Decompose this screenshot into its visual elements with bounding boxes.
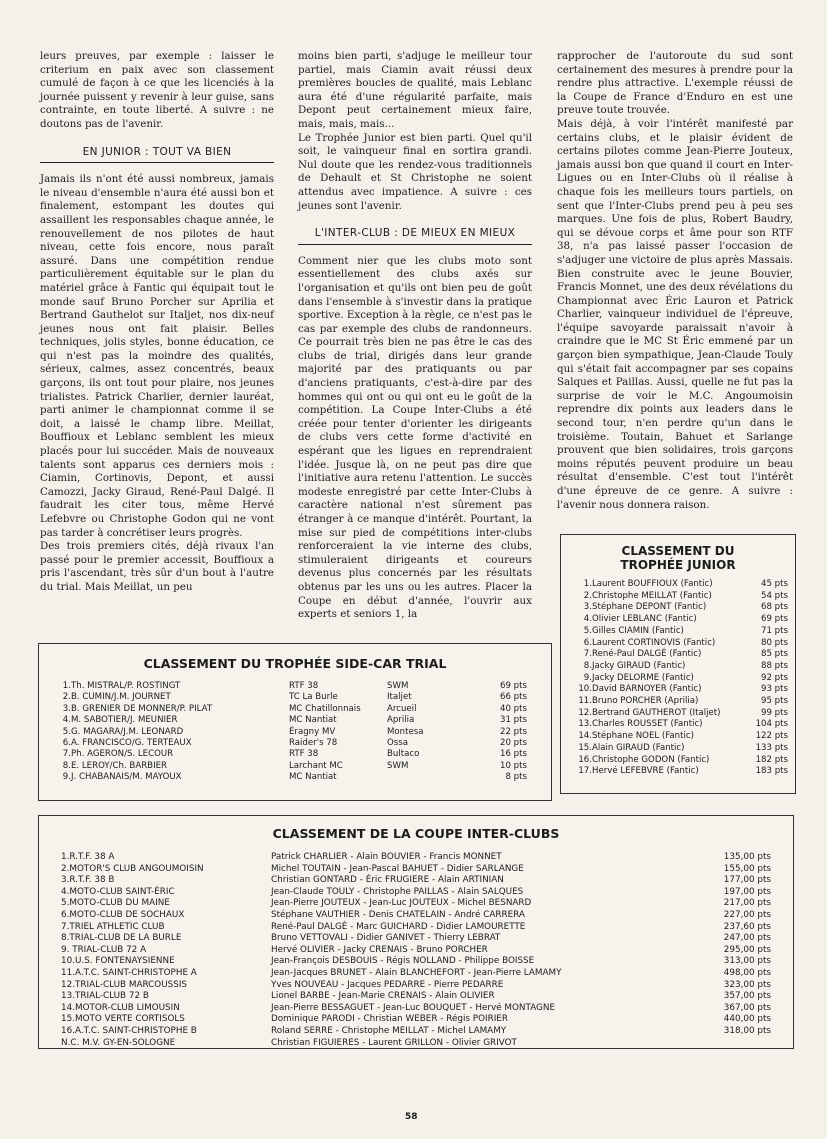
cell-crew: Ph. AGERON/S. LECOUR (71, 749, 174, 760)
table-row (570, 591, 788, 603)
cell-pts: 69 pts (761, 614, 788, 625)
cell-name: Laurent CORTINOVIS (Fantic) (592, 637, 716, 648)
table-row (61, 945, 771, 957)
paragraph: Le Trophée Junior est bien parti. Quel qu'il soit, le vainqueur final en sortira grandi. Nul doute que les rendez-vous traditionnels de Dehault et St Christophe ne soient attendus avec impatience. A suivre : ces jeunes sont l'avenir. (298, 131, 532, 212)
cell-club: RTF 38 (289, 681, 319, 691)
table-row (570, 626, 788, 638)
cell-name: Stéphane NOEL (Fantic) (592, 731, 694, 742)
cell-pts: 247,00 pts (723, 933, 771, 944)
cell-riders: Hervé OLIVIER - Jacky CRENAIS - Bruno PORCHER (271, 944, 488, 955)
cell-pts: 95 pts (761, 696, 788, 707)
cell-crew: Th. MISTRAL/P. ROSTINGT (71, 681, 181, 691)
cell-rank: 11. (578, 696, 592, 707)
table-row (570, 579, 788, 591)
table-row (61, 910, 771, 922)
junior-ranking-box (560, 534, 796, 794)
table-row (61, 887, 771, 899)
article-column-2 (298, 50, 532, 622)
table-row (570, 696, 788, 708)
cell-club: Raider's 78 (289, 738, 338, 749)
table-row (61, 922, 771, 934)
table-row (61, 1038, 771, 1050)
table-row (53, 681, 527, 692)
cell-club: RTF 38 (289, 749, 319, 760)
table-row (53, 692, 527, 703)
cell-riders: Christian GONTARD - Éric FRUGIERE - Alain ARTINIAN (271, 875, 504, 886)
cell-pts (691, 1038, 771, 1050)
cell-riders: Jean-Claude TOULY - Christophe PAILLAS - Alain SALQUES (271, 886, 524, 897)
cell-riders: Patrick CHARLIER - Alain BOUVIER - Francis MONNET (271, 852, 502, 862)
cell-moto: SWM (387, 760, 409, 771)
cell-crew: G. MAGARA/J.M. LEONARD (71, 726, 184, 737)
inter-clubs-ranking-table (61, 852, 771, 1049)
junior-ranking-table (570, 579, 788, 778)
cell-name: Jacky DELORME (Fantic) (592, 672, 694, 683)
cell-name: René-Paul DALGÉ (Fantic) (592, 649, 702, 660)
cell-pts: 88 pts (761, 660, 788, 671)
cell-pts: 295,00 pts (723, 944, 771, 955)
cell-rank: 9. (583, 672, 592, 683)
cell-pts: 66 pts (500, 692, 527, 703)
cell-pts: 68 pts (761, 602, 788, 613)
cell-pts: 92 pts (761, 672, 788, 683)
table-row (570, 766, 788, 778)
cell-pts: 197,00 pts (723, 886, 771, 897)
cell-pts: 69 pts (500, 681, 527, 691)
cell-pts: 31 pts (500, 715, 527, 726)
cell-rank: 13. (578, 719, 592, 730)
table-row (61, 852, 771, 864)
cell-pts: 93 pts (761, 684, 788, 695)
cell-riders: Lionel BARBE - Jean-Marie CRENAIS - Alain OLIVIER (271, 991, 495, 1002)
paragraph: Des trois premiers cités, déjà rivaux l'an passé pour le premier accessit, Bouffioux a pris l'ascendant, très sûr d'un bout à l'autre du trial. Mais Meillat, un peu (40, 540, 274, 593)
cell-pts: 40 pts (500, 703, 527, 714)
cell-club: MC Chatillonnais (289, 703, 361, 714)
cell-name: Gilles CIAMIN (Fantic) (592, 625, 684, 636)
table-row (570, 673, 788, 685)
table-row (570, 731, 788, 743)
cell-pts: 22 pts (500, 726, 527, 737)
cell-club: 14.MOTOR-CLUB LIMOUSIN (61, 1002, 180, 1013)
cell-rank: 6. (62, 738, 71, 749)
cell-pts: 155,00 pts (723, 863, 771, 874)
cell-crew: M. SABOTIER/J. MEUNIER (71, 715, 178, 726)
cell-riders: Yves NOUVEAU - Jacques PEDARRE - Pierre PEDARRE (271, 979, 504, 990)
table-row (61, 968, 771, 980)
cell-pts: 135,00 pts (723, 852, 771, 862)
table-row (570, 614, 788, 626)
inter-clubs-ranking-title: CLASSEMENT DE LA COUPE INTER-CLUBS (272, 826, 560, 841)
paragraph: Comment nier que les clubs moto sont essentiellement des clubs axés sur l'organisation et qu'ils ont bien peu de goût dans l'ensemble à s'investir dans la pratique sportive. Exception à la règle, ce n'est pas le cas par exemple des clubs de randonneurs. Ce pourrait très bien ne pas être le cas des clubs de trial, dirigés dans leur grande majorité par des pratiquants ou par d'anciens pratiquants, c'est-à-dire par des hommes qui ont ou qui ont eu le goût de la compétition. La Coupe Inter-Clubs a été créée pour tenter d'orienter les dirigeants de clubs vers cette forme d'activité en espérant que les ligues en reprendraient l'idée. Jusque là, on ne peut pas dire que l'initiative aura retenu l'attention. Le succès modeste enregistré par cette Inter-Clubs à caractère national n'est sûrement pas étranger à ce manque d'intérêt. Pourtant, la mise sur pied de compétitions inter-clubs renforceraient la vie interne des clubs, stimuleraient dirigeants et coureurs devenus plus concernés par les résultats obtenus par les uns ou les autres. Placer la Coupe en début d'année, l'ouvrir aux experts et seniors 1, la (298, 254, 532, 621)
table-row (570, 719, 788, 731)
cell-pts: 237,60 pts (723, 921, 771, 932)
table-row (61, 933, 771, 945)
cell-rank: 1. (583, 579, 592, 589)
cell-club: 13.TRIAL-CLUB 72 B (61, 991, 149, 1002)
cell-name: Stéphane DEPONT (Fantic) (592, 602, 707, 613)
cell-crew: B. CUMIN/J.M. JOURNET (71, 692, 171, 703)
sidecar-ranking-title: CLASSEMENT DU TROPHÉE SIDE-CAR TRIAL (143, 656, 447, 671)
cell-club: 2.MOTOR'S CLUB ANGOUMOISIN (61, 863, 204, 874)
cell-club: 1.R.T.F. 38 A (61, 852, 115, 862)
cell-pts: 227,00 pts (723, 909, 771, 920)
cell-rank: 17. (578, 766, 592, 777)
cell-pts: 122 pts (755, 731, 788, 742)
cell-pts: 45 pts (761, 579, 788, 589)
cell-moto: Ossa (387, 738, 408, 749)
table-row (53, 772, 527, 783)
cell-name: Laurent BOUFFIOUX (Fantic) (592, 579, 713, 589)
cell-club: 16.A.T.C. SAINT-CHRISTOPHE B (61, 1025, 197, 1036)
cell-riders: Jean-François DESBOUIS - Régis NOLLAND - Philippe BOISSE (271, 956, 535, 967)
cell-rank: 8. (583, 660, 592, 671)
cell-moto: Arcueil (387, 703, 417, 714)
cell-pts: 182 pts (755, 754, 788, 765)
cell-rank: 14. (578, 731, 592, 742)
cell-club: N.C. M.V. GY-EN-SOLOGNE (61, 1037, 176, 1048)
cell-pts: 104 pts (755, 719, 788, 730)
cell-riders: Stéphane VAUTHIER - Denis CHATELAIN - André CARRERA (271, 909, 525, 920)
table-row (61, 980, 771, 992)
cell-pts: 217,00 pts (723, 898, 771, 909)
table-row (53, 738, 527, 749)
cell-rank: 7. (62, 749, 71, 760)
cell-club: 4.MOTO-CLUB SAINT-ÉRIC (61, 886, 175, 897)
cell-club: 6.MOTO-CLUB DE SOCHAUX (61, 909, 185, 920)
cell-rank: 12. (578, 707, 592, 718)
cell-pts: 16 pts (500, 749, 527, 760)
cell-club: 5.MOTO-CLUB DU MAINE (61, 898, 170, 909)
cell-name: David BARNOYER (Fantic) (592, 684, 702, 695)
cell-rank: 6. (583, 637, 592, 648)
cell-club: TC La Burle (289, 692, 338, 703)
cell-pts: 313,00 pts (723, 956, 771, 967)
cell-crew: B. GRENIER DE MONNER/P. PILAT (71, 703, 213, 714)
table-row (61, 864, 771, 876)
cell-rank: 15. (578, 742, 592, 753)
cell-rank: 5. (583, 625, 592, 636)
cell-name: Christophe GODON (Fantic) (592, 754, 710, 765)
cell-riders: Michel TOUTAIN - Jean-Pascal BAHUET - Didier SARLANGE (271, 863, 524, 874)
cell-rank: 5. (62, 726, 71, 737)
cell-name: Alain GIRAUD (Fantic) (592, 742, 685, 753)
sidecar-ranking-table (53, 681, 527, 784)
cell-riders: Jean-Jacques BRUNET - Alain BLANCHEFORT - Jean-Pierre LAMAMY (271, 967, 562, 978)
cell-club: 11.A.T.C. SAINT-CHRISTOPHE A (61, 967, 197, 978)
table-row (61, 1003, 771, 1015)
table-row (61, 991, 771, 1003)
section-heading-inter-club: L'INTER-CLUB : DE MIEUX EN MIEUX (298, 227, 532, 245)
cell-club: Larchant MC (289, 760, 343, 771)
paragraph: rapprocher de l'autoroute du sud sont certainement des mesures à prendre pour la rendre plus attractive. L'exemple réussi de la Coupe de France d'Enduro en est une preuve toute trouvée. (557, 50, 793, 117)
cell-rank: 2. (583, 590, 592, 601)
paragraph: Jamais ils n'ont été aussi nombreux, jamais le niveau d'ensemble n'aura été aussi bon et finalement, estompant les doutes qui assaillent les responsables chaque année, le renouvellement de nos pilotes de haut niveau, cette fois encore, nous paraît assuré. Dans une compétition rendue particulièrement équitable sur le plan du matériel grâce à Fantic qui équipait tout le monde sauf Bruno Porcher sur Aprilia et Bertrand Gauthelot sur Italjet, nos dix-neuf jeunes nous ont fait plaisir. Belles techniques, jolis styles, bonne éducation, ce qui n'est pas la moindre des qualités, sérieux, calmes, assez concentrés, beaux garçons, ils ont tout pour plaire, nos jeunes trialistes. Patrick Charlier, dernier lauréat, parti animer le championnat comme il se doit, a laissé le champ libre. Meillat, Bouffioux et Leblanc semblent les mieux placés pour lui succéder. Mais de nouveaux talents sont apparus ces derniers mois : Ciamin, Cortinovis, Depont, et aussi Camozzi, Jacky Giraud, René-Paul Dalgé. Il faudrait les citer tous, même Hervé Lefebvre ou Christophe Godon qui ne vont pas tarder à concrétiser leurs progrès. (40, 173, 274, 539)
cell-club: 15.MOTO VERTE CORTISOLS (61, 1014, 185, 1025)
table-row (61, 898, 771, 910)
paragraph: moins bien parti, s'adjuge le meilleur tour partiel, mais Ciamin avait réussi deux premières boucles de qualité, mais Leblanc aura été d'une régularité parfaite, mais Depont peut certainement mieux faire, mais, mais, mais... (298, 50, 532, 130)
table-row (53, 761, 527, 772)
cell-name: Charles ROUSSET (Fantic) (592, 719, 703, 730)
cell-club: 12.TRIAL-CLUB MARCOUSSIS (61, 979, 188, 990)
cell-crew: A. FRANCISCO/G. TERTEAUX (71, 738, 192, 749)
table-row (570, 649, 788, 661)
section-heading-junior: EN JUNIOR : TOUT VA BIEN (40, 146, 274, 164)
article-column-3 (557, 50, 793, 512)
paragraph: leurs preuves, par exemple : laisser le criterium en paix avec son classement cumulé de façon à ce que les licenciés à la journée puissent y revenir à leur guise, sans contrainte, en toute liberté. A suivre : ne doutons pas de l'avenir. (40, 50, 274, 130)
cell-pts: 318,00 pts (723, 1025, 771, 1036)
cell-moto (387, 772, 477, 783)
cell-club: 3.R.T.F. 38 B (61, 875, 115, 886)
cell-pts: 10 pts (500, 760, 527, 771)
cell-rank: 8. (62, 760, 71, 771)
table-row (53, 715, 527, 726)
cell-club: MC Nantiat (289, 772, 337, 783)
cell-rank: 3. (62, 703, 71, 714)
cell-name: Olivier LEBLANC (Fantic) (592, 614, 697, 625)
cell-pts: 133 pts (755, 742, 788, 753)
cell-name: Hervé LEFEBVRE (Fantic) (592, 766, 699, 777)
cell-rank: 4. (583, 614, 592, 625)
cell-club: 7.TRIEL ATHLETIC CLUB (61, 921, 165, 932)
cell-pts: 54 pts (761, 590, 788, 601)
cell-club: 8.TRIAL-CLUB DE LA BURLE (61, 933, 182, 944)
cell-pts: 498,00 pts (723, 967, 771, 978)
cell-pts: 177,00 pts (723, 875, 771, 886)
cell-rank: 1. (62, 681, 71, 691)
table-row (53, 749, 527, 760)
cell-moto: SWM (387, 681, 409, 691)
cell-pts: 323,00 pts (723, 979, 771, 990)
cell-pts: 8 pts (505, 772, 527, 783)
cell-pts: 80 pts (761, 637, 788, 648)
cell-club: 10.U.S. FONTENAYSIENNE (61, 956, 175, 967)
table-row (570, 743, 788, 755)
cell-riders: Jean-Pierre JOUTEUX - Jean-Luc JOUTEUX - Michel BESNARD (271, 898, 532, 909)
table-row (53, 727, 527, 738)
junior-ranking-title: CLASSEMENT DU TROPHÉE JUNIOR (620, 544, 736, 572)
cell-riders: Roland SERRE - Christophe MEILLAT - Michel LAMAMY (271, 1025, 507, 1036)
table-row (61, 1026, 771, 1038)
cell-rank: 7. (583, 649, 592, 660)
cell-riders: Dominique PARODI - Christian WEBER - Régis POIRIER (271, 1014, 508, 1025)
cell-moto: Italjet (387, 692, 412, 703)
cell-name: Bruno PORCHER (Aprilia) (592, 696, 699, 707)
table-row (570, 638, 788, 650)
table-row (570, 684, 788, 696)
cell-name: Jacky GIRAUD (Fantic) (592, 660, 686, 671)
table-row (570, 661, 788, 673)
cell-pts: 367,00 pts (723, 1002, 771, 1013)
cell-pts: 99 pts (761, 707, 788, 718)
cell-rank: 16. (578, 754, 592, 765)
sidecar-ranking-box (38, 643, 552, 801)
cell-crew: E. LEROY/Ch. BARBIER (71, 760, 168, 771)
cell-club: MC Nantiat (289, 715, 337, 726)
cell-rank: 3. (583, 602, 592, 613)
cell-moto: Bultaco (387, 749, 420, 760)
cell-rank: 9. (62, 772, 71, 783)
cell-pts: 20 pts (500, 738, 527, 749)
cell-club: 9. TRIAL-CLUB 72 A (61, 944, 147, 955)
table-row (61, 1014, 771, 1026)
cell-rank: 10. (578, 684, 592, 695)
table-row (570, 602, 788, 614)
page-number: 58 (405, 1112, 418, 1122)
cell-moto: Aprilia (387, 715, 415, 726)
cell-riders: Bruno VETTOVALI - Didier GANIVET - Thierry LEBRAT (271, 933, 501, 944)
cell-riders: René-Paul DALGÉ - Marc GUICHARD - Didier LAMOURETTE (271, 921, 526, 932)
cell-moto: Montesa (387, 726, 424, 737)
table-row (570, 708, 788, 720)
table-row (61, 956, 771, 968)
cell-pts: 85 pts (761, 649, 788, 660)
cell-rank: 2. (62, 692, 71, 703)
cell-rank: 4. (62, 715, 71, 726)
table-row (61, 875, 771, 887)
table-row (53, 704, 527, 715)
cell-pts: 183 pts (755, 766, 788, 777)
cell-club: Éragny MV (289, 726, 336, 737)
article-column-1 (40, 50, 274, 595)
cell-pts: 440,00 pts (723, 1014, 771, 1025)
cell-name: Bertrand GAUTHEROT (Italjet) (592, 707, 721, 718)
cell-riders: Jean-Pierre BESSAGUET - Jean-Luc BOUQUET - Hervé MONTAGNE (271, 1002, 556, 1013)
cell-pts: 71 pts (761, 625, 788, 636)
paragraph: Mais déjà, à voir l'intérêt manifesté par certains clubs, et le plaisir évident de certains pilotes comme Jean-Pierre Jouteux, jamais aussi bon que quand il court en Inter-Ligues ou en Inter-Clubs où il réalise à chaque fois les meilleurs tours partiels, on sent que l'Inter-Clubs prend peu à peu ses marques. Une fois de plus, Robert Baudry, qui se dévoue corps et âme pour son RTF 38, n'a pas laissé passer l'occasion de s'adjuger une victoire de plus après Massais. Bien construite avec le jeune Bouvier, Francis Monnet, une des deux révélations du Championnat avec Éric Lauron et Patrick Charlier, vainqueur individuel de l'épreuve, l'équipe savoyarde paraissait n'avoir à craindre que le MC St Éric emmené par un garçon bien sympathique, Jean-Claude Touly qui s'était fait accompagner par ses copains Salques et Paillas. Aussi, quelle ne fut pas la surprise de voir le M.C. Angoumoisin reprendre dix points aux leaders dans le second tour, n'en perdre qu'un dans le troisième. Toutain, Bahuet et Sarlange prouvent que bien solidaires, trois garçons moins réputés peuvent produire un beau résultat d'ensemble. C'est tout l'intérêt d'une épreuve de ce genre. A suivre : l'avenir nous donnera raison. (557, 117, 793, 511)
inter-clubs-ranking-box (38, 815, 794, 1049)
table-row (570, 755, 788, 767)
cell-name: Christophe MEILLAT (Fantic) (592, 590, 712, 601)
cell-riders: Christian FIGUIERES - Laurent GRILLON - Olivier GRIVOT (271, 1037, 517, 1048)
cell-pts: 357,00 pts (723, 991, 771, 1002)
cell-crew: J. CHABANAIS/M. MAYOUX (71, 772, 182, 783)
